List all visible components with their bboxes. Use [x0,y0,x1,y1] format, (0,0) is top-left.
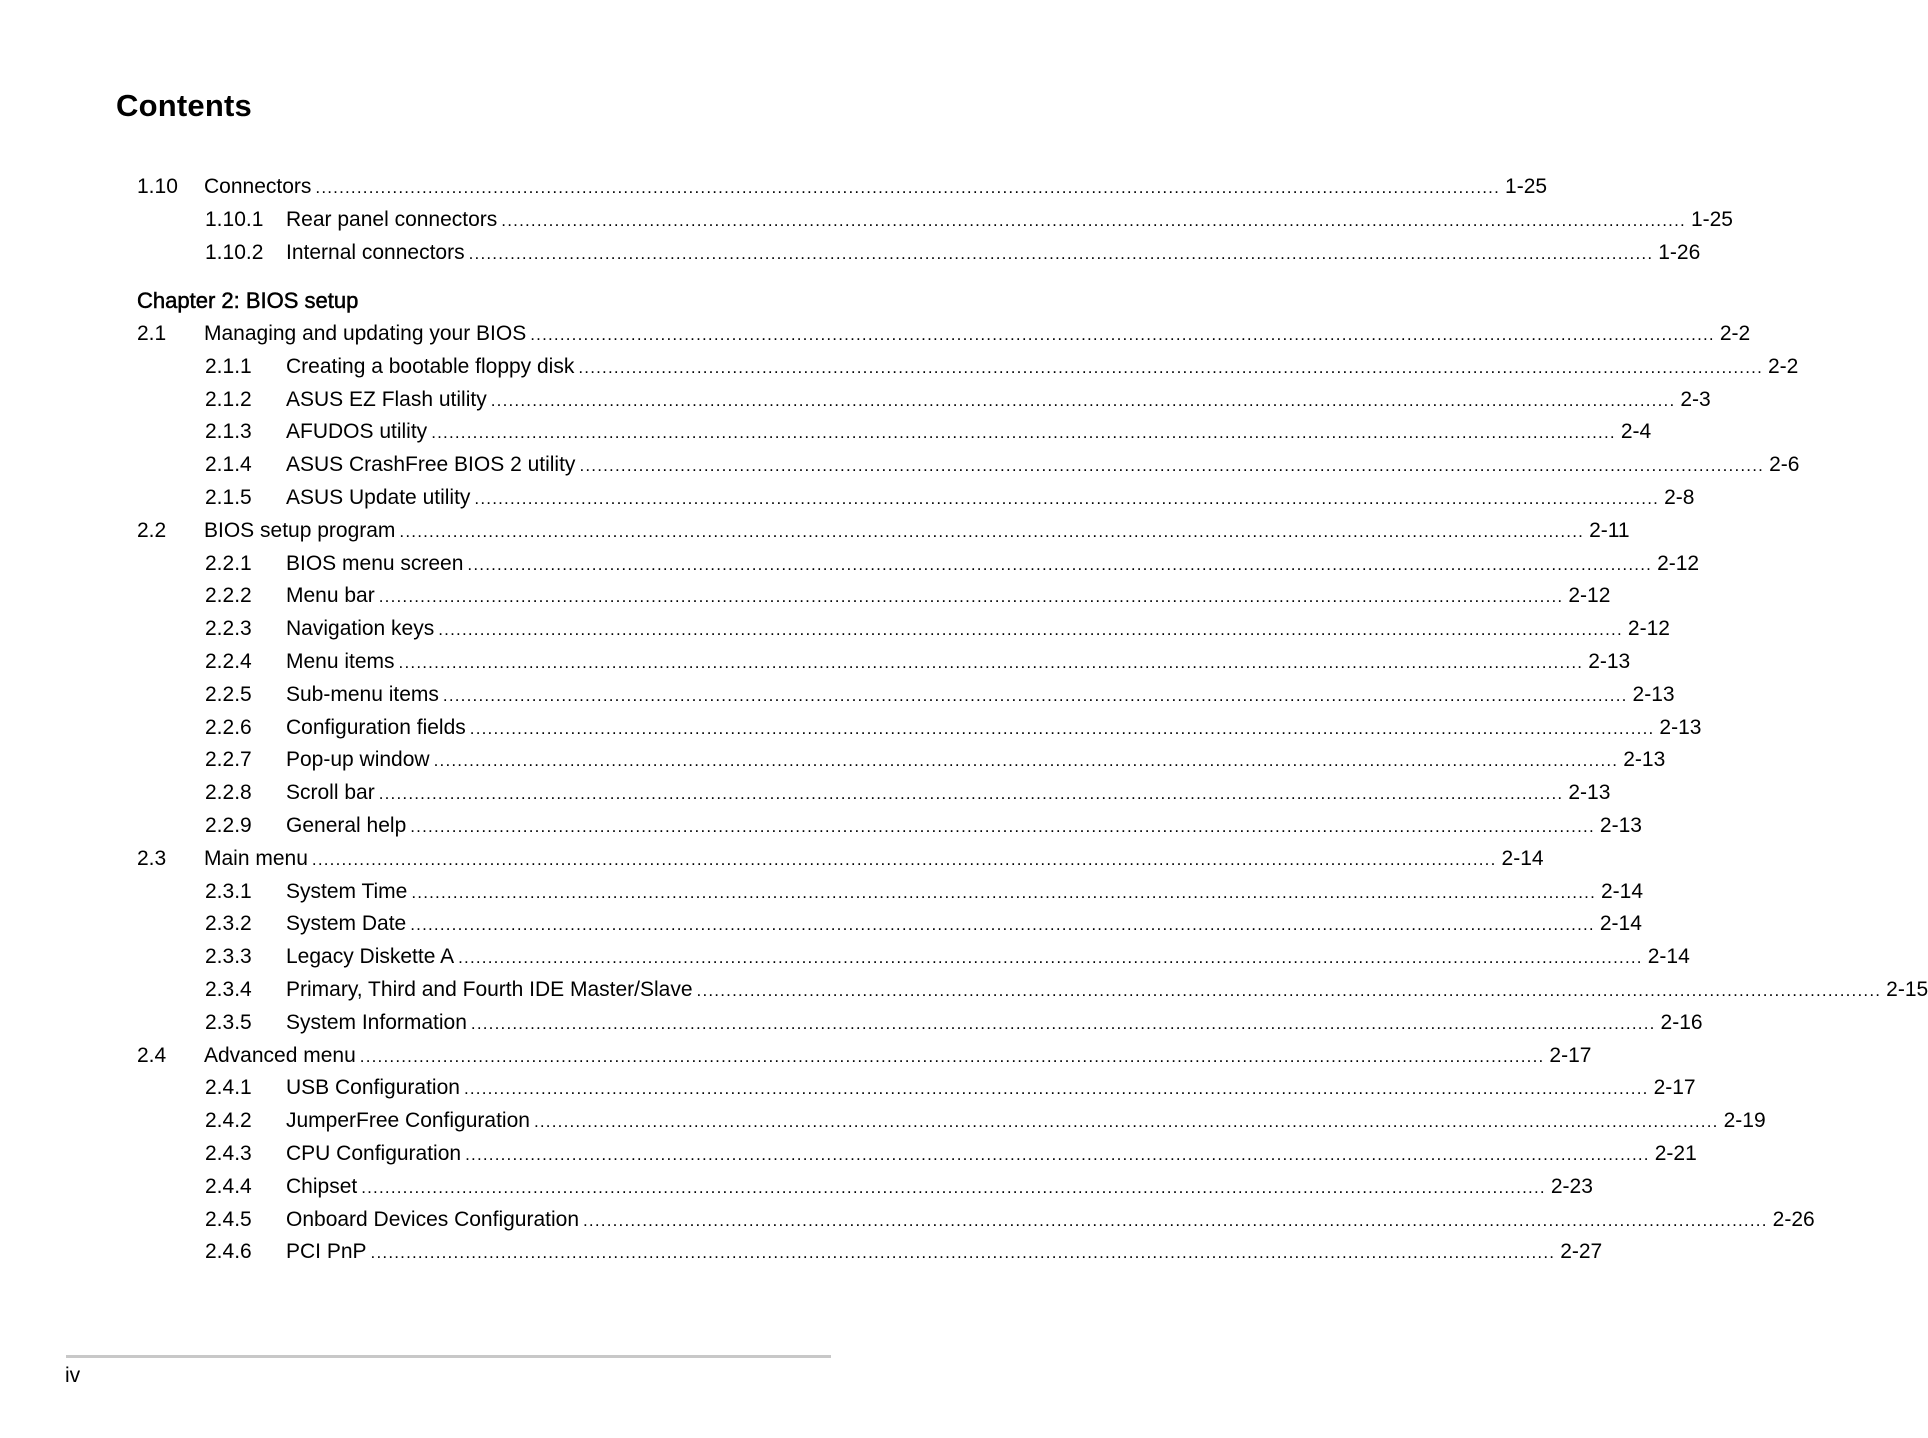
toc-entry[interactable] [0,236,1701,269]
toc-entry-number: 2.2.1 [205,552,252,575]
dot-leader: ........................................................................................................................................................................................................ [410,915,1595,934]
toc-entry-line [286,350,1799,384]
toc-entry-title: Managing and updating your BIOS [204,317,530,350]
toc-entry-line [286,940,1690,974]
toc-entry-line [286,1104,1766,1138]
toc-entry-page: 2-16 [1660,1011,1703,1034]
toc-entry-line [286,1203,1815,1237]
dot-leader: ........................................................................................................................................................................................................ [490,391,1676,410]
toc-entry-page: 2-3 [1680,388,1711,411]
toc-entry-title: Sub-menu items [286,678,443,711]
toc-entry-number: 2.2.5 [205,683,252,706]
toc-entry-page: 2-21 [1654,1142,1697,1165]
toc-entry-title: Pop-up window [286,743,434,776]
toc-entry[interactable] [0,1006,1703,1039]
toc-entry-page: 2-17 [1653,1076,1696,1099]
toc-entry-line [286,907,1642,941]
dot-leader: ........................................................................................................................................................................................................ [442,686,1628,705]
toc-entry-number: 2.4.3 [205,1142,252,1165]
toc-entry-page: 2-13 [1588,650,1631,673]
toc-entry-line [286,612,1670,646]
toc-entry[interactable] [0,350,1799,383]
toc-entry-page: 2-12 [1568,584,1611,607]
toc-entry-number: 1.10.2 [205,241,264,264]
toc-entry-number: 2.4.5 [205,1208,252,1231]
toc-entry[interactable] [0,170,1548,203]
toc-entry-page: 2-6 [1769,453,1800,476]
toc-entry-title: CPU Configuration [286,1137,465,1170]
toc-entry-page: 2-13 [1632,683,1675,706]
toc-entry[interactable] [0,678,1675,711]
dot-leader: ........................................................................................................................................................................................................ [465,1145,1650,1164]
toc-entry[interactable] [0,875,1644,908]
toc-entry-line [286,1235,1603,1269]
toc-entry-page: 2-19 [1723,1109,1766,1132]
toc-entry-page: 2-13 [1599,814,1642,837]
toc-entry-number: 2.3.4 [205,978,252,1001]
toc-entry-line [286,415,1652,449]
dot-leader: ........................................................................................................................................................................................................ [501,211,1686,230]
dot-leader: ........................................................................................................................................................................................................ [315,178,1501,197]
toc-entry-title: PCI PnP [286,1235,371,1268]
toc-entry-line [286,678,1675,712]
toc-entry-page: 2-2 [1768,355,1799,378]
toc-entry-page: 2-4 [1620,420,1652,443]
toc-entry-title: Legacy Diskette A [286,940,458,973]
toc-entry-page: 2-13 [1568,781,1611,804]
toc-entry[interactable] [0,645,1631,678]
toc-entry-page: 2-8 [1664,486,1695,509]
toc-entry-line [286,203,1733,237]
toc-entry-line [286,645,1631,679]
toc-entry-page: 2-12 [1627,617,1670,640]
toc-entry[interactable] [0,1071,1696,1104]
toc-entry-number: 2.1.5 [205,486,252,509]
toc-entry-line [286,1170,1593,1204]
toc-entry-title: JumperFree Configuration [286,1104,534,1137]
toc-entry[interactable] [0,1170,1593,1203]
toc-entry-line [286,448,1800,482]
toc-entry-number: 2.2.9 [205,814,252,837]
toc-entry-line [286,776,1611,810]
toc-entry[interactable] [0,448,1800,481]
page-title: Contents [116,88,252,123]
toc-entry-number: 2.1 [137,322,167,345]
dot-leader: ........................................................................................................................................................................................................ [311,850,1497,869]
toc-entry-title: BIOS menu screen [286,547,467,580]
toc-entry-number: 2.3 [137,847,167,870]
toc-entry-number: 2.2.6 [205,716,252,739]
toc-entry-page: 1-26 [1658,241,1701,264]
toc-entry-title: System Time [286,875,411,908]
toc-entry[interactable] [0,842,1544,875]
dot-leader: ........................................................................................................................................................................................................ [468,244,1654,263]
toc-entry[interactable] [0,612,1670,645]
toc-entry[interactable] [0,1235,1603,1268]
toc-entry-title: Chipset [286,1170,361,1203]
toc-entry[interactable] [0,415,1652,448]
toc-entry-number: 2.4.6 [205,1240,252,1263]
toc-entry-title: Internal connectors [286,236,469,269]
toc-entry-number: 2.4.1 [205,1076,252,1099]
toc-entry-title: Scroll bar [286,776,379,809]
toc-entry-title: Connectors [204,170,315,203]
toc-entry-number: 2.2.3 [205,617,252,640]
dot-leader: ........................................................................................................................................................................................................ [696,981,1882,1000]
dot-leader: ........................................................................................................................................................................................................ [530,325,1715,344]
toc-entry-line [204,842,1544,876]
toc-entry-number: 2.1.3 [205,420,252,443]
dot-leader: ........................................................................................................................................................................................................ [438,620,1623,639]
toc-entry-line [286,481,1695,515]
toc-entry-title: USB Configuration [286,1071,464,1104]
toc-entry-title: Configuration fields [286,711,470,744]
toc-entry-number: 2.2.4 [205,650,252,673]
toc-entry-line [286,1006,1703,1040]
toc-entry-line [286,973,1928,1007]
toc-entry-title: Onboard Devices Configuration [286,1203,583,1236]
toc-entry-page: 1-25 [1690,208,1733,231]
toc-entry[interactable] [0,514,1630,547]
dot-leader: ........................................................................................................................................................................................................ [463,1079,1649,1098]
toc-entry-page: 2-13 [1623,748,1666,771]
toc-entry-page: 1-25 [1505,175,1548,198]
toc-entry-line [286,383,1711,417]
toc-entry-page: 2-14 [1599,912,1642,935]
dot-leader: ........................................................................................................................................................................................................ [399,522,1585,541]
dot-leader: ........................................................................................................................................................................................................ [458,948,1643,967]
toc-entry-line [204,317,1751,351]
toc-entry-number: 2.3.5 [205,1011,252,1034]
dot-leader: ........................................................................................................................................................................................................ [361,1178,1546,1197]
dot-leader: ........................................................................................................................................................................................................ [579,456,1765,475]
toc-entry[interactable] [0,973,1928,1006]
toc-entry-number: 2.4.4 [205,1175,252,1198]
toc-entry-number: 2.2 [137,519,167,542]
toc-entry-title: ASUS Update utility [286,481,474,514]
toc-entry-page: 2-23 [1550,1175,1593,1198]
chapter-heading: Chapter 2: BIOS setup [137,288,359,313]
toc-entry-line [286,579,1611,613]
toc-entry-line [204,514,1630,548]
toc-entry-number: 2.1.1 [205,355,252,378]
dot-leader: ........................................................................................................................................................................................................ [469,719,1655,738]
toc-entry-line [286,809,1642,843]
toc-entry-number: 2.2.8 [205,781,252,804]
footer-divider [66,1355,831,1358]
toc-entry[interactable] [0,776,1611,809]
toc-entry-number: 2.1.4 [205,453,252,476]
toc-entry-number: 2.2.2 [205,584,252,607]
toc-entry[interactable] [0,907,1642,940]
toc-entry[interactable] [0,809,1642,842]
toc-entry[interactable] [0,1104,1766,1137]
toc-entry-line [286,1137,1697,1171]
toc-entry-page: 2-14 [1601,880,1644,903]
toc-entry-title: Creating a bootable floppy disk [286,350,578,383]
toc-entry[interactable] [0,547,1700,580]
dot-leader: ........................................................................................................................................................................................................ [533,1112,1719,1131]
toc-entry-page: 2-26 [1772,1208,1815,1231]
toc-entry-title: System Information [286,1006,471,1039]
toc-entry-page: 2-27 [1560,1240,1603,1263]
toc-entry-title: Main menu [204,842,312,875]
toc-entry-title: ASUS CrashFree BIOS 2 utility [286,448,579,481]
dot-leader: ........................................................................................................................................................................................................ [583,1211,1768,1230]
toc-entry-page: 2-14 [1647,945,1690,968]
toc-entry-line [286,547,1700,581]
dot-leader: ........................................................................................................................................................................................................ [431,423,1616,442]
toc-entry[interactable] [0,940,1690,973]
toc-entry-line [286,1071,1696,1105]
toc-entry[interactable] [0,1203,1815,1236]
toc-entry-title: Menu items [286,645,399,678]
toc-entry-number: 2.2.7 [205,748,252,771]
toc-entry-line [204,1039,1592,1073]
toc-entry-page: 2-2 [1719,322,1751,345]
toc-entry[interactable] [0,481,1695,514]
toc-entry[interactable] [0,579,1611,612]
dot-leader: ........................................................................................................................................................................................................ [433,751,1619,770]
dot-leader: ........................................................................................................................................................................................................ [411,883,1596,902]
toc-entry-number: 2.3.2 [205,912,252,935]
toc-entry-title: ASUS EZ Flash utility [286,383,491,416]
toc-entry[interactable] [0,203,1733,236]
dot-leader: ........................................................................................................................................................................................................ [359,1047,1545,1066]
footer-page-number: iv [65,1364,81,1387]
toc-entry-title: General help [286,809,410,842]
toc-entry-number: 2.3.1 [205,880,252,903]
toc-entry-number: 2.4 [137,1044,167,1067]
toc-entry-line [286,711,1702,745]
dot-leader: ........................................................................................................................................................................................................ [378,587,1564,606]
toc-entry-page: 2-17 [1549,1044,1592,1067]
toc-entry-number: 1.10.1 [205,208,264,231]
toc-entry-page: 2-11 [1589,519,1630,542]
toc-entry-line [286,236,1701,270]
dot-leader: ........................................................................................................................................................................................................ [474,489,1660,508]
toc-entry-title: BIOS setup program [204,514,399,547]
toc-entry-title: Menu bar [286,579,379,612]
toc-entry-title: Navigation keys [286,612,438,645]
toc-entry-title: Primary, Third and Fourth IDE Master/Slave [286,973,697,1006]
dot-leader: ........................................................................................................................................................................................................ [470,1014,1656,1033]
toc-entry-page: 2-14 [1501,847,1544,870]
dot-leader: ........................................................................................................................................................................................................ [370,1243,1556,1262]
toc-entry[interactable] [0,383,1711,416]
dot-leader: ........................................................................................................................................................................................................ [378,784,1564,803]
toc-entry[interactable] [0,1039,1592,1072]
dot-leader: ........................................................................................................................................................................................................ [578,358,1763,377]
toc-entry-line [204,170,1548,204]
toc-entry-number: 1.10 [137,175,178,198]
dot-leader: ........................................................................................................................................................................................................ [467,555,1653,574]
toc-entry-number: 2.3.3 [205,945,252,968]
toc-entry-number: 2.1.2 [205,388,252,411]
toc-entry[interactable] [0,711,1702,744]
toc-entry[interactable] [0,743,1666,776]
toc-entry[interactable] [0,1137,1697,1170]
toc-entry-title: System Date [286,907,410,940]
toc-entry-page: 2-15 [1886,978,1928,1001]
toc-entry-title: Rear panel connectors [286,203,501,236]
toc-entry-page: 2-12 [1657,552,1700,575]
toc-entry-title: Advanced menu [204,1039,360,1072]
toc-entry-number: 2.4.2 [205,1109,252,1132]
toc-entry-line [286,743,1666,777]
dot-leader: ........................................................................................................................................................................................................ [398,653,1584,672]
toc-entry-title: AFUDOS utility [286,415,431,448]
toc-entry-page: 2-13 [1659,716,1702,739]
toc-entry-line [286,875,1644,909]
toc-entry[interactable] [0,317,1751,350]
dot-leader: ........................................................................................................................................................................................................ [410,817,1595,836]
